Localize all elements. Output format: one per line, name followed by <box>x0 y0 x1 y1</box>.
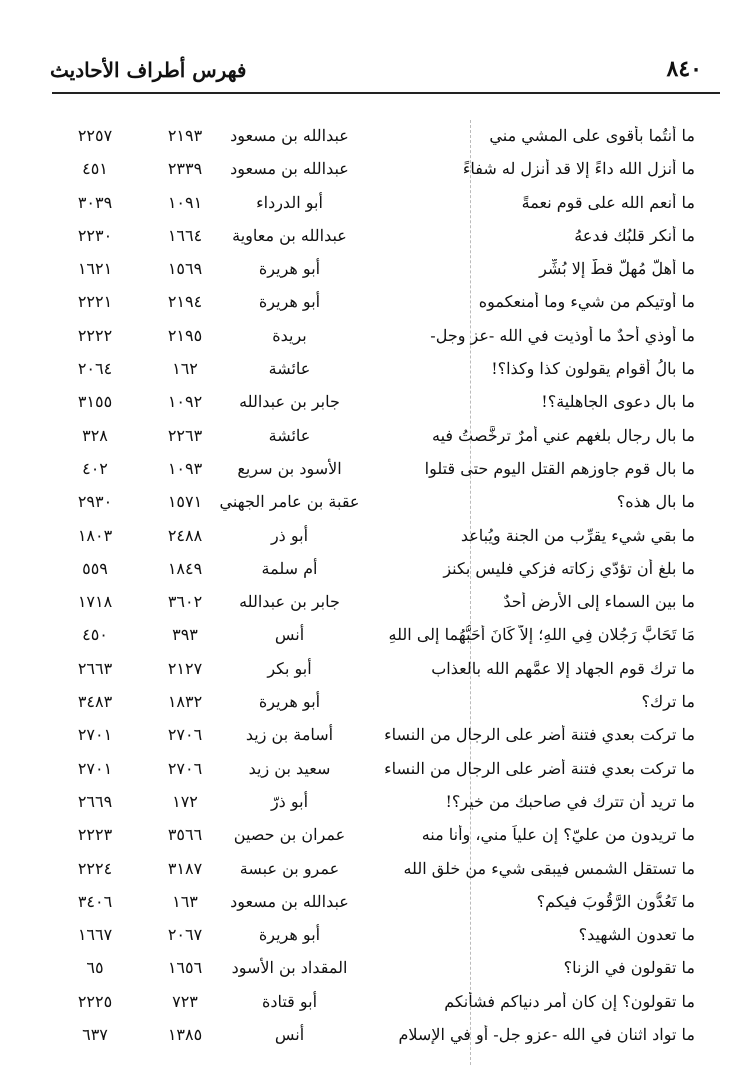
narrator-name: الأسود بن سريع <box>237 458 342 478</box>
source-number: ١٨٠٣ <box>77 525 113 545</box>
index-row <box>0 819 755 852</box>
index-row <box>0 220 755 253</box>
narrator-name: أسامة بن زيد <box>245 725 334 745</box>
source-number: ٦٣٧ <box>82 1025 108 1045</box>
narrator-name: عائشة <box>268 359 311 379</box>
narrator-name: أبو بكر <box>267 658 312 678</box>
source-number: ٢٦٦٣ <box>77 658 113 678</box>
page-title: فهرس أطراف الأحاديث <box>50 58 247 82</box>
hadith-number: ٣٥٦٦ <box>167 825 203 845</box>
hadith-number: ٣٩٣ <box>172 625 198 645</box>
hadith-text: ما تقولون في الزنا؟ <box>563 958 695 978</box>
index-row <box>0 619 755 652</box>
hadith-number: ١٠٩٣ <box>167 458 203 478</box>
narrator-name: أبو هريرة <box>258 259 321 279</box>
hadith-number: ٢٧٠٦ <box>167 725 203 745</box>
index-row <box>0 886 755 919</box>
index-row <box>0 353 755 386</box>
hadith-text: ما أُوتيكم من شيء وما أمنعكموه <box>478 292 695 312</box>
hadith-number: ١٦٢ <box>172 359 198 379</box>
index-row <box>0 520 755 553</box>
index-row <box>0 486 755 519</box>
narrator-name: عمران بن حصين <box>233 825 346 845</box>
hadith-number: ٣٦٠٢ <box>167 592 203 612</box>
narrator-name: المقداد بن الأسود <box>231 958 348 978</box>
source-number: ٢٢٥٧ <box>77 126 113 145</box>
hadith-number: ٢١٢٧ <box>167 658 203 678</box>
source-number: ٣٢٨ <box>82 425 108 445</box>
index-row <box>0 919 755 952</box>
source-number: ٢٢٢١ <box>77 292 113 312</box>
hadith-text: ما أنعم الله على قوم نعمةً <box>521 192 695 212</box>
hadith-number: ٢٢٦٣ <box>167 425 203 445</box>
hadith-text: ما أهلَّ مُهلٌّ قطُّ إلا بُشِّر <box>539 259 695 279</box>
hadith-number: ١٦٣ <box>172 891 198 911</box>
source-number: ٢٦٦٩ <box>77 791 113 811</box>
page-header <box>50 52 720 88</box>
hadith-text: ما بين السماء إلى الأرض أحدٌ <box>503 592 695 612</box>
hadith-text: ما أوذي أحدٌ ما أُوذيت في الله -عز وجل- <box>430 325 695 345</box>
source-number: ٢٩٣٠ <box>77 492 113 512</box>
narrator-name: أبو هريرة <box>258 292 321 312</box>
hadith-text: ما ترك قوم الجهاد إلا عمَّهم الله بالعذاب <box>431 658 695 678</box>
hadith-text: مَا تَحَابَّ رَجُلانِ فِي اللهِ؛ إلاَّ كَانَ أَحَبُّهُما إِلى اللهِ <box>388 625 695 645</box>
hadith-text: ما تريدون من عليّ؟ إن علياً مني، وأنا منه <box>421 825 695 845</box>
narrator-name: عقبة بن عامر الجهني <box>219 492 360 512</box>
hadith-number: ٢١٩٥ <box>167 325 203 345</box>
index-row <box>0 153 755 186</box>
index-row <box>0 586 755 619</box>
narrator-name: أبو قتادة <box>261 991 318 1011</box>
source-number: ٥٥٩ <box>82 558 108 578</box>
source-number: ٣٤٠٦ <box>77 891 113 911</box>
hadith-text: ما أنتُما بأقوى على المشي مني <box>489 126 695 145</box>
hadith-number: ١٥٦٩ <box>167 259 203 279</box>
narrator-name: أنس <box>274 625 305 645</box>
narrator-name: عبدالله بن مسعود <box>230 159 349 179</box>
hadith-text: ما تركت بعدي فتنة أضر على الرجال من النساء <box>384 758 695 778</box>
source-number: ٣٠٣٩ <box>77 192 113 212</box>
narrator-name: أبو هريرة <box>258 692 321 712</box>
narrator-name: عبدالله بن معاوية <box>232 225 347 245</box>
hadith-text: ما تواد اثنان في الله -عزو جل- أو في الإسلام <box>398 1025 695 1045</box>
hadith-number: ٢٧٠٦ <box>167 758 203 778</box>
source-number: ٣١٥٥ <box>77 392 113 412</box>
source-number: ٢٧٠١ <box>77 758 113 778</box>
hadith-number: ٢٤٨٨ <box>167 525 203 545</box>
source-number: ٢٢٢٥ <box>77 991 113 1011</box>
narrator-name: بريدة <box>272 325 307 345</box>
hadith-number: ١٨٤٩ <box>167 558 203 578</box>
index-row <box>0 453 755 486</box>
hadith-text: ما تَعُدُّون الرَّقُوبَ فيكم؟ <box>536 891 695 911</box>
hadith-text: ما تعدون الشهيد؟ <box>578 925 695 945</box>
hadith-number: ١٣٨٥ <box>167 1025 203 1045</box>
index-row <box>0 420 755 453</box>
hadith-text: ما تركت بعدي فتنة أضر على الرجال من النساء <box>384 725 695 745</box>
narrator-name: عائشة <box>268 425 311 445</box>
hadith-number: ٢١٩٤ <box>167 292 203 312</box>
source-number: ١٦٢١ <box>77 259 113 279</box>
index-row <box>0 719 755 752</box>
source-number: ٣٤٨٣ <box>77 692 113 712</box>
source-number: ١٧١٨ <box>77 592 113 612</box>
narrator-name: أبو ذر <box>270 525 309 545</box>
narrator-name: أم سلمة <box>261 558 318 578</box>
hadith-text: ما تريد أن تترك في صاحبك من خير؟! <box>445 791 695 811</box>
source-number: ٢٧٠١ <box>77 725 113 745</box>
narrator-name: جابر بن عبدالله <box>239 592 340 612</box>
narrator-name: سعيد بن زيد <box>248 758 331 778</box>
hadith-number: ١٦٥٦ <box>167 958 203 978</box>
index-row <box>0 786 755 819</box>
index-row <box>0 253 755 286</box>
narrator-name: عبدالله بن مسعود <box>230 891 349 911</box>
source-number: ١٦٦٧ <box>77 925 113 945</box>
source-number: ٢٢٢٣ <box>77 825 113 845</box>
source-number: ٤٠٢ <box>82 458 108 478</box>
index-row <box>0 1019 755 1052</box>
index-row <box>0 187 755 220</box>
index-row <box>0 286 755 319</box>
source-number: ٤٥٠ <box>82 625 108 645</box>
hadith-number: ١٦٦٤ <box>167 225 203 245</box>
hadith-number: ٢٠٦٧ <box>167 925 203 945</box>
hadith-text: ما بلغ أن تؤدّي زكاته فزكي فليس بكنز <box>443 558 695 578</box>
hadith-number: ١٥٧١ <box>167 492 203 512</box>
index-row <box>0 553 755 586</box>
narrator-name: عمرو بن عبسة <box>239 858 340 878</box>
hadith-number: ١٧٢ <box>172 791 198 811</box>
hadith-text: ما بال دعوى الجاهلية؟! <box>541 392 695 412</box>
hadith-text: ما بالُ أقوام يقولون كذا وكذا؟! <box>491 359 695 379</box>
header-rule <box>52 92 720 94</box>
index-row <box>0 952 755 985</box>
hadith-text: ما أنزل الله داءً إلا قد أنزل له شفاءً <box>462 159 695 179</box>
hadith-text: ما بقي شيء يقرِّب من الجنة ويُباعد <box>460 525 695 545</box>
index-row <box>0 686 755 719</box>
narrator-name: أبو هريرة <box>258 925 321 945</box>
source-number: ٢٢٢٢ <box>77 325 113 345</box>
hadith-text: ما بال هذه؟ <box>616 492 695 512</box>
hadith-number: ١٠٩١ <box>167 192 203 212</box>
hadith-text: ما ترك؟ <box>641 692 695 712</box>
hadith-text: ما تستقل الشمس فيبقى شيء من خلق الله <box>403 858 695 878</box>
index-row <box>0 753 755 786</box>
source-number: ٢٠٦٤ <box>77 359 113 379</box>
hadith-text: ما بال رجال بلغهم عني أمرٌ ترخَّصتُ فيه <box>432 425 695 445</box>
source-number: ٢٢٣٠ <box>77 225 113 245</box>
index-row <box>0 653 755 686</box>
hadith-text: ما بال قوم جاوزهم القتل اليوم حتى قتلوا <box>424 458 695 478</box>
source-number: ٤٥١ <box>82 159 108 179</box>
narrator-name: أنس <box>274 1025 305 1045</box>
hadith-number: ٧٢٣ <box>172 991 198 1011</box>
hadith-number: ٢١٩٣ <box>167 126 203 145</box>
hadith-text: ما تقولون؟ إن كان أمر دنياكم فشأنكم <box>444 991 695 1011</box>
source-number: ٢٢٢٤ <box>77 858 113 878</box>
hadith-number: ١٨٣٢ <box>167 692 203 712</box>
narrator-name: أبو الدرداء <box>256 192 323 212</box>
hadith-number: ٣١٨٧ <box>167 858 203 878</box>
narrator-name: جابر بن عبدالله <box>239 392 340 412</box>
page-number: ٨٤٠ <box>666 56 702 82</box>
index-row <box>0 120 755 153</box>
hadith-text: ما أنكر قلبُك فدعهُ <box>574 225 695 245</box>
index-row <box>0 986 755 1019</box>
source-number: ٦٥ <box>86 958 104 978</box>
hadith-index-list <box>0 120 755 1052</box>
index-row <box>0 386 755 419</box>
hadith-number: ٢٣٣٩ <box>167 159 203 179</box>
index-row <box>0 320 755 353</box>
index-row <box>0 853 755 886</box>
hadith-number: ١٠٩٢ <box>167 392 203 412</box>
narrator-name: أبو ذرّ <box>270 791 309 811</box>
narrator-name: عبدالله بن مسعود <box>230 126 349 145</box>
